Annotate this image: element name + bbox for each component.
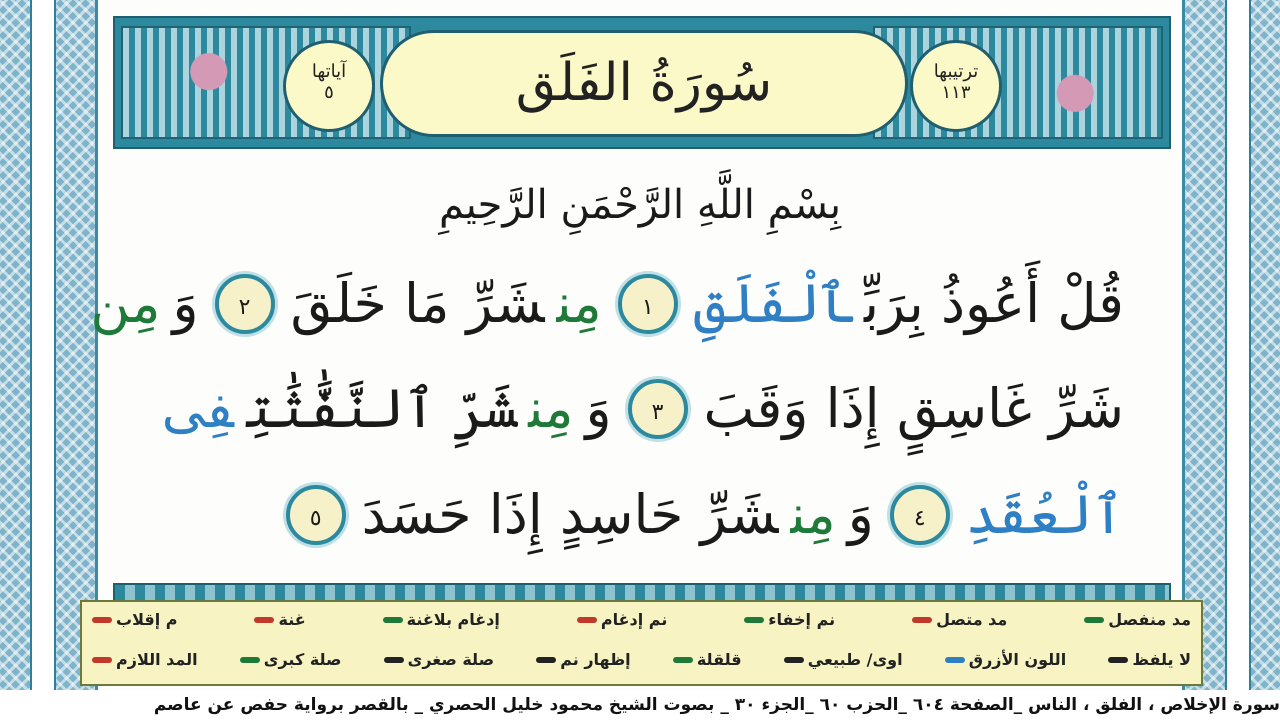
legend-item [784, 650, 903, 669]
verse-text: وَ [585, 377, 612, 440]
legend-color-swatch [1084, 617, 1104, 623]
legend-color-swatch [92, 657, 112, 663]
legend-label: المد اللازم [116, 650, 198, 669]
legend-color-swatch [240, 657, 260, 663]
verse-text-blue: فِى [161, 377, 234, 440]
legend-color-swatch [383, 617, 403, 623]
verse-end-marker-5: ٥ [286, 485, 346, 545]
verse-text: شَرِّ حَاسِدٍ إِذَا حَسَدَ [361, 483, 779, 546]
legend-label: قلقلة [696, 650, 742, 669]
legend-label: صلة كبرى [263, 650, 342, 669]
legend-color-swatch [577, 617, 597, 623]
verse-text: شَرِّ مَا خَلَقَ [290, 272, 545, 335]
legend-label: اللون الأزرق [968, 650, 1067, 669]
verse-end-marker-1: ١ [618, 274, 678, 334]
surah-header-banner [113, 16, 1171, 149]
legend-color-swatch [945, 657, 965, 663]
verse-text-green: مِن [90, 272, 161, 335]
legend-item [945, 650, 1066, 669]
bismillah: بِسْمِ اللَّهِ الرَّحْمَنِ الرَّحِيمِ [438, 182, 842, 228]
info-ticker: سورة الإخلاص ، الفلق ، الناس _الصفحة ٦٠٤ _الحزب ٦٠ _الجزء ٣٠ _ بصوت الشيخ محمود خليل الحصري _ بالقصر برواية حفص عن عاصم [0, 690, 1280, 720]
legend-label: غنة [278, 610, 306, 629]
legend-label: اوى/ طبيعي [807, 650, 903, 669]
verse-text: وَ [847, 483, 874, 546]
verse-line-3 [276, 483, 1130, 546]
verse-end-marker-3: ٣ [628, 379, 688, 439]
legend-color-swatch [536, 657, 556, 663]
legend-label: إدغام بلاغنة [406, 610, 500, 629]
verse-text-green: مِن [528, 377, 574, 440]
verse-text: شَرِّ غَاسِقٍ إِذَا وَقَبَ [703, 377, 1124, 440]
verse-line-1 [84, 272, 1130, 335]
surah-order-number: ١١٣ [941, 82, 971, 103]
legend-item [1108, 650, 1191, 669]
ayah-count-number: ٥ [324, 82, 334, 103]
ayah-count-label: آياتها [311, 61, 347, 82]
legend-row-2 [92, 650, 1191, 669]
legend-item [92, 650, 198, 669]
verse-end-marker-2: ٢ [215, 274, 275, 334]
legend-item [254, 610, 305, 629]
legend-label: مد منفصل [1108, 610, 1191, 629]
ayah-count-medal [283, 40, 375, 132]
verse-text: شَرِّ ٱلنَّفَّٰثَٰتِ [245, 377, 517, 440]
legend-item [383, 610, 500, 629]
legend-label: لا يلفظ [1132, 650, 1191, 669]
tajweed-legend [80, 600, 1203, 686]
legend-color-swatch [673, 657, 693, 663]
surah-title: سُورَةُ الفَلَق [515, 53, 773, 113]
surah-order-label: ترتيبها [933, 61, 979, 82]
legend-item [384, 650, 494, 669]
left-ornament-border [0, 0, 95, 690]
verse-text: وَ [172, 272, 199, 335]
legend-item [673, 650, 742, 669]
legend-label: مد متصل [936, 610, 1008, 629]
legend-item [536, 650, 630, 669]
legend-color-swatch [912, 617, 932, 623]
legend-item [240, 650, 342, 669]
legend-label: نم إدغام [600, 610, 668, 629]
verse-text-blue: ٱلْعُقَدِ [965, 483, 1124, 546]
verse-text-blue: ٱلْفَلَقِ [693, 272, 852, 335]
verse-line-2 [156, 377, 1130, 440]
legend-item [744, 610, 835, 629]
surah-title-cartouche [380, 30, 908, 137]
legend-item [577, 610, 667, 629]
legend-label: م إقلاب [116, 610, 178, 629]
legend-item [92, 610, 177, 629]
legend-color-swatch [784, 657, 804, 663]
legend-color-swatch [254, 617, 274, 623]
legend-row-1 [92, 610, 1191, 629]
verse-text-green: مِن [556, 272, 602, 335]
surah-order-medal [910, 40, 1002, 132]
legend-label: إظهار نم [560, 650, 631, 669]
right-ornament-border [1185, 0, 1280, 690]
verse-end-marker-4: ٤ [890, 485, 950, 545]
legend-item [912, 610, 1007, 629]
legend-color-swatch [92, 617, 112, 623]
legend-item [1084, 610, 1191, 629]
legend-color-swatch [1108, 657, 1128, 663]
verse-text-green: مِن [790, 483, 836, 546]
legend-color-swatch [384, 657, 404, 663]
legend-label: نم إخفاء [768, 610, 836, 629]
legend-color-swatch [744, 617, 764, 623]
legend-label: صلة صغرى [407, 650, 495, 669]
verse-text: قُلْ أَعُوذُ بِرَبِّ [863, 272, 1124, 335]
